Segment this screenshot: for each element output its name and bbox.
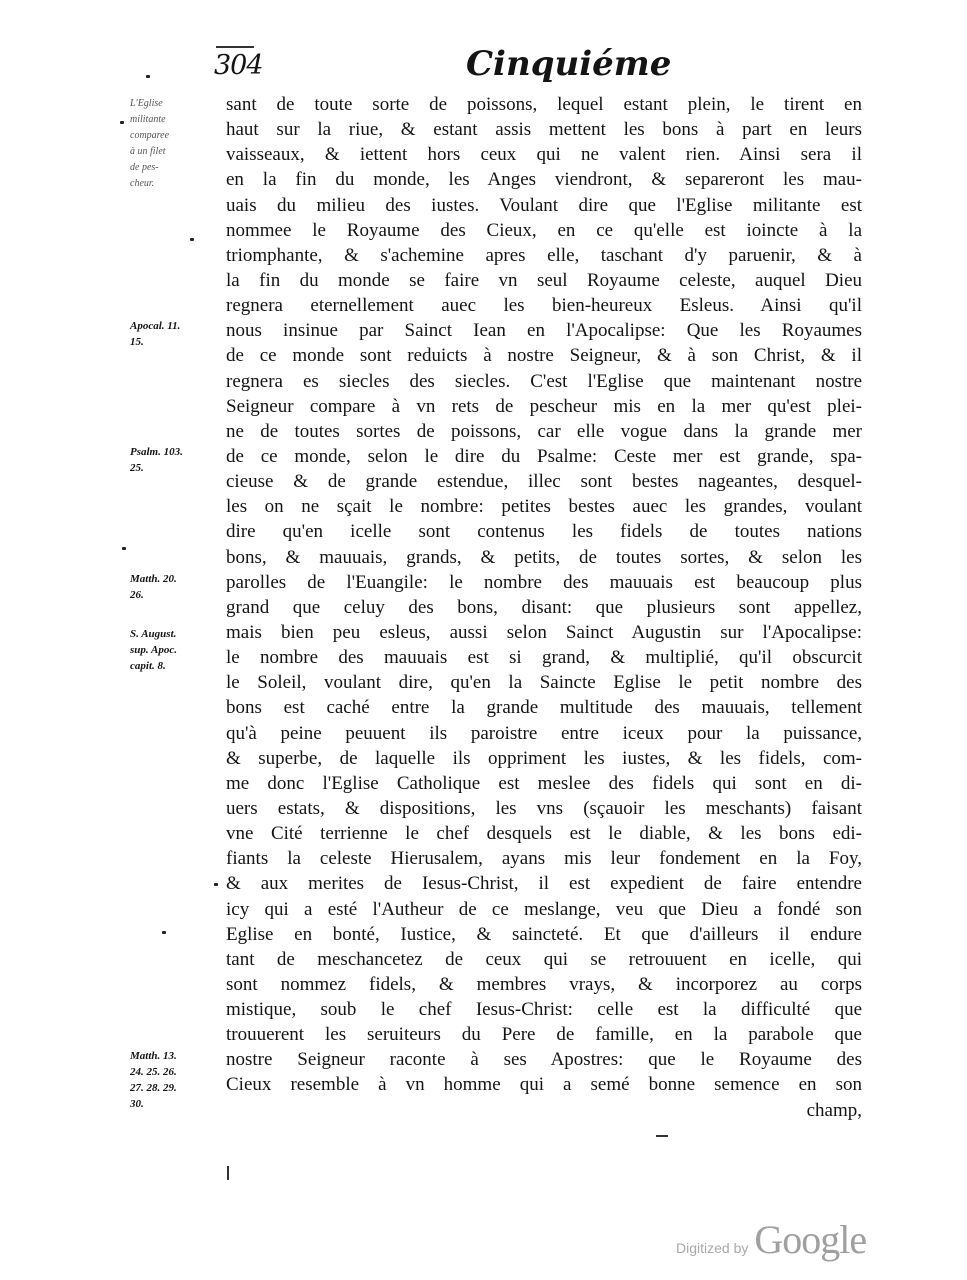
scan-speck [214, 883, 218, 886]
text-line: en la fin du monde, les Anges viendront, & separeront les mau- [226, 169, 862, 191]
marginal-note-matthew-13: Matth. 13. 24. 25. 26. 27. 28. 29. 30. [130, 1050, 177, 1110]
text-line: dire qu'en icelle sont contenus les fidels de toutes nations [226, 521, 862, 543]
marginal-note-eglise: L'Eglise militante comparee à un filet de pes- cheur. [130, 98, 170, 189]
text-line: de ce monde sont reduicts à nostre Seigneur, & à son Christ, & il [226, 345, 862, 367]
text-line: regnera eternellement auec les bien-heureux Esleus. Ainsi qu'il [226, 295, 862, 317]
marginal-note-augustin: S. August. sup. Apoc. capit. 8. [130, 628, 177, 672]
text-line: le Soleil, voulant dire, qu'en la Saincte Eglise le petit nombre des [226, 672, 862, 694]
text-line: me donc l'Eglise Catholique est meslee des fidels qui sont en di- [226, 772, 862, 794]
text-line: cieuse & de grande estendue, illec sont bestes nageantes, desquel- [226, 471, 862, 493]
text-line: sant de toute sorte de poissons, lequel estant plein, le tirent en [226, 94, 862, 115]
text-line: fiants la celeste Hierusalem, ayans mis leur fondement en la Foy, [226, 848, 862, 870]
text-line: Seigneur compare à vn rets de pescheur mis en la mer qu'est plei- [226, 395, 862, 417]
scan-speck [162, 931, 166, 934]
text-line: les on ne sçait le nombre: petites bestes auec les grandes, voulant [226, 496, 862, 518]
scan-speck [122, 547, 126, 550]
text-line: bons est caché entre la grande multitude des mauuais, tellement [226, 697, 862, 719]
text-line: nous insinue par Sainct Iean en l'Apocalipse: Que les Royaumes [226, 320, 862, 342]
scan-speck [146, 75, 150, 78]
text-line: de ce monde, selon le dire du Psalme: Ceste mer est grande, spa- [226, 445, 862, 467]
scan-speck [190, 238, 194, 241]
text-line: parolles de l'Euangile: le nombre des mauuais est beaucoup plus [226, 571, 862, 593]
text-line: trouuerent les seruiteurs du Pere de famille, en la parabole que [226, 1024, 862, 1046]
text-line: le nombre des mauuais est si grand, & multiplié, qu'il obscurcit [226, 647, 862, 669]
text-line: vaisseaux, & iettent hors ceux qui ne valent rien. Ainsi sera il [226, 144, 862, 166]
marginal-note-apocalypse: Apocal. 11. 15. [130, 320, 181, 348]
body-text [226, 92, 862, 1123]
text-line: regnera es siecles des siecles. C'est l'Eglise que maintenant nostre [226, 370, 862, 392]
google-logo: Google [754, 1217, 867, 1262]
google-watermark [676, 1216, 866, 1263]
text-line: bons, & mauuais, grands, & petits, de toutes sortes, & selon les [226, 546, 862, 568]
scan-mark [216, 46, 254, 48]
text-line: haut sur la riue, & estant assis mettent les bons à part en leurs [226, 119, 862, 141]
page-number: 304 [214, 50, 263, 81]
scan-speck [120, 121, 124, 124]
text-line: icy qui a esté l'Autheur de ce meslange, veu que Dieu a fondé son [226, 898, 862, 920]
text-line: mais bien peu esleus, aussi selon Sainct Augustin sur l'Apocalipse: [226, 621, 862, 643]
text-line: & aux merites de Iesus-Christ, il est expedient de faire entendre [226, 873, 862, 895]
text-line: mistique, soub le chef Iesus-Christ: celle est la difficulté que [226, 999, 862, 1021]
text-line: vne Cité terrienne le chef desquels est le diable, & les bons edi- [226, 823, 862, 845]
text-line: tant de meschancetez de ceux qui se retrouuent en icelle, qui [226, 948, 862, 970]
text-line: ne de toutes sortes de poissons, car elle vogue dans la grande mer [226, 420, 862, 442]
text-line: la fin du monde se faire vn seul Royaume celeste, auquel Dieu [226, 269, 862, 291]
text-line: uais du milieu des iustes. Voulant dire que l'Eglise militante est [226, 194, 862, 216]
watermark-prefix: Digitized by [676, 1240, 749, 1256]
text-line: triomphante, & s'achemine apres elle, taschant d'y paruenir, & à [226, 244, 862, 266]
scan-mark [227, 1166, 229, 1180]
marginal-note-psalm: Psalm. 103. 25. [130, 446, 183, 474]
text-line: & superbe, de laquelle ils oppriment les iustes, & les fidels, com- [226, 747, 862, 769]
running-head: Cinquiéme [466, 44, 672, 84]
text-line: uers estats, & dispositions, les vns (sçauoir les meschants) faisant [226, 797, 862, 819]
marginal-note-matthew-20: Matth. 20. 26. [130, 573, 177, 601]
text-line: grand que celuy des bons, disant: que plusieurs sont appellez, [226, 596, 862, 618]
text-line: nostre Seigneur raconte à ses Apostres: que le Royaume des [226, 1049, 862, 1071]
scan-mark [656, 1135, 668, 1137]
text-line: sont nommez fidels, & membres vrays, & incorporez au corps [226, 973, 862, 995]
catchword: champ, [806, 1099, 862, 1121]
text-line: Eglise en bonté, Iustice, & saincteté. Et que d'ailleurs il endure [226, 923, 862, 945]
text-line: qu'à peine peuuent ils paroistre entre iceux pour la puissance, [226, 722, 862, 744]
text-line: nommee le Royaume des Cieux, en ce qu'elle est ioincte à la [226, 219, 862, 241]
text-line: Cieux resemble à vn homme qui a semé bonne semence en son [226, 1074, 862, 1096]
